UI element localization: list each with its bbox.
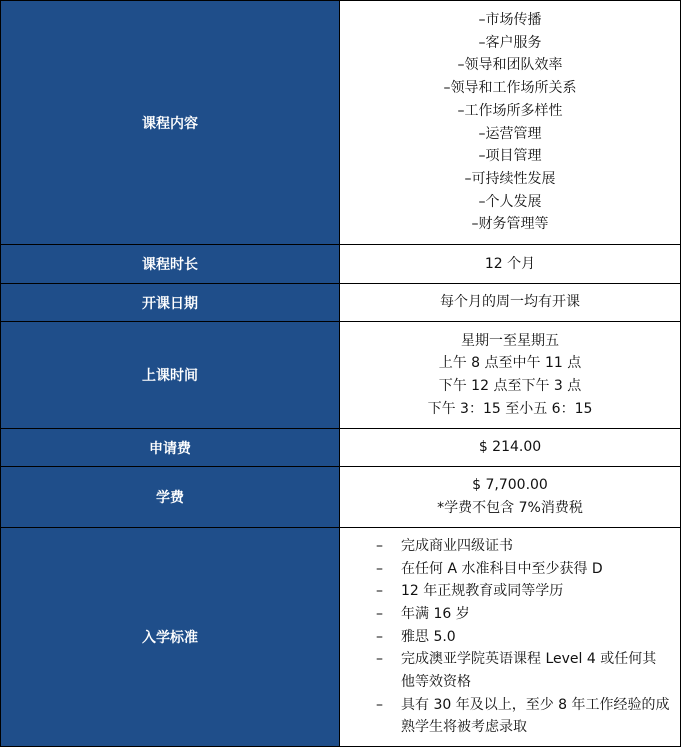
- value-start-date: [340, 284, 681, 322]
- row-class-time: [1, 322, 681, 429]
- class-time-line: 下午 3：15 至小五 6：15: [427, 400, 593, 417]
- list-item: [376, 694, 670, 739]
- label-application-fee: 申请费: [1, 429, 340, 467]
- list-item: [376, 580, 670, 603]
- value-class-time: [340, 322, 681, 429]
- list-item: [376, 558, 670, 581]
- label-tuition: 学费: [1, 467, 340, 528]
- value-application-fee: [340, 429, 681, 467]
- requirement-text: 雅思 5.0: [401, 628, 456, 645]
- course-item: –客户服务: [478, 34, 542, 51]
- course-item: –项目管理: [478, 148, 542, 165]
- duration-text: 12 个月: [484, 255, 536, 272]
- dash-bullet: –: [376, 696, 383, 713]
- requirements-list: [340, 535, 680, 739]
- dash-bullet: –: [376, 605, 383, 622]
- list-item: [376, 603, 670, 626]
- row-duration: [1, 245, 681, 284]
- class-time-line: 上午 8 点至中午 11 点: [438, 355, 582, 372]
- dash-bullet: –: [376, 560, 383, 577]
- value-course-content: [340, 1, 681, 245]
- label-class-time: 上课时间: [1, 322, 340, 429]
- value-entry-requirements: [340, 528, 681, 747]
- dash-bullet: –: [376, 651, 383, 668]
- list-item: [376, 648, 670, 693]
- label-entry-requirements: 入学标准: [1, 528, 340, 747]
- row-application-fee: [1, 429, 681, 467]
- course-item: –领导和工作场所关系: [443, 80, 577, 97]
- row-course-content: [1, 1, 681, 245]
- value-tuition: [340, 467, 681, 528]
- row-tuition: [1, 467, 681, 528]
- start-date-text: 每个月的周一均有开课: [440, 294, 580, 311]
- tuition-amount: $ 7,700.00: [472, 477, 548, 494]
- course-item: –市场传播: [478, 11, 542, 28]
- dash-bullet: –: [376, 537, 383, 554]
- requirement-text: 在任何 A 水准科目中至少获得 D: [401, 560, 603, 577]
- requirement-text: 完成商业四级证书: [401, 537, 513, 554]
- course-item: –财务管理等: [471, 216, 549, 233]
- list-item: [376, 626, 670, 649]
- course-item: –工作场所多样性: [457, 102, 563, 119]
- label-start-date: 开课日期: [1, 284, 340, 322]
- requirement-text: 完成澳亚学院英语课程 Level 4 或任何其他等效资格: [401, 651, 657, 691]
- row-start-date: [1, 284, 681, 322]
- label-duration: 课程时长: [1, 245, 340, 284]
- course-item: –领导和团队效率: [457, 57, 563, 74]
- dash-bullet: –: [376, 628, 383, 645]
- list-item: [376, 535, 670, 558]
- requirement-text: 12 年正规教育或同等学历: [401, 583, 564, 600]
- dash-bullet: –: [376, 583, 383, 600]
- value-duration: [340, 245, 681, 284]
- class-time-line: 下午 12 点至下午 3 点: [438, 378, 582, 394]
- course-item: –可持续性发展: [464, 170, 556, 187]
- row-entry-requirements: [1, 528, 681, 747]
- application-fee-amount: $ 214.00: [478, 439, 542, 456]
- requirement-text: 具有 30 年及以上，至少 8 年工作经验的成熟学生将被考虑录取: [401, 696, 670, 736]
- course-item: –运营管理: [478, 125, 542, 142]
- course-item: –个人发展: [478, 193, 542, 210]
- label-course-content: 课程内容: [1, 1, 340, 245]
- requirement-text: 年满 16 岁: [401, 605, 470, 622]
- tuition-note: *学费不包含 7%消费税: [437, 500, 583, 516]
- class-time-line: 星期一至星期五: [461, 332, 559, 349]
